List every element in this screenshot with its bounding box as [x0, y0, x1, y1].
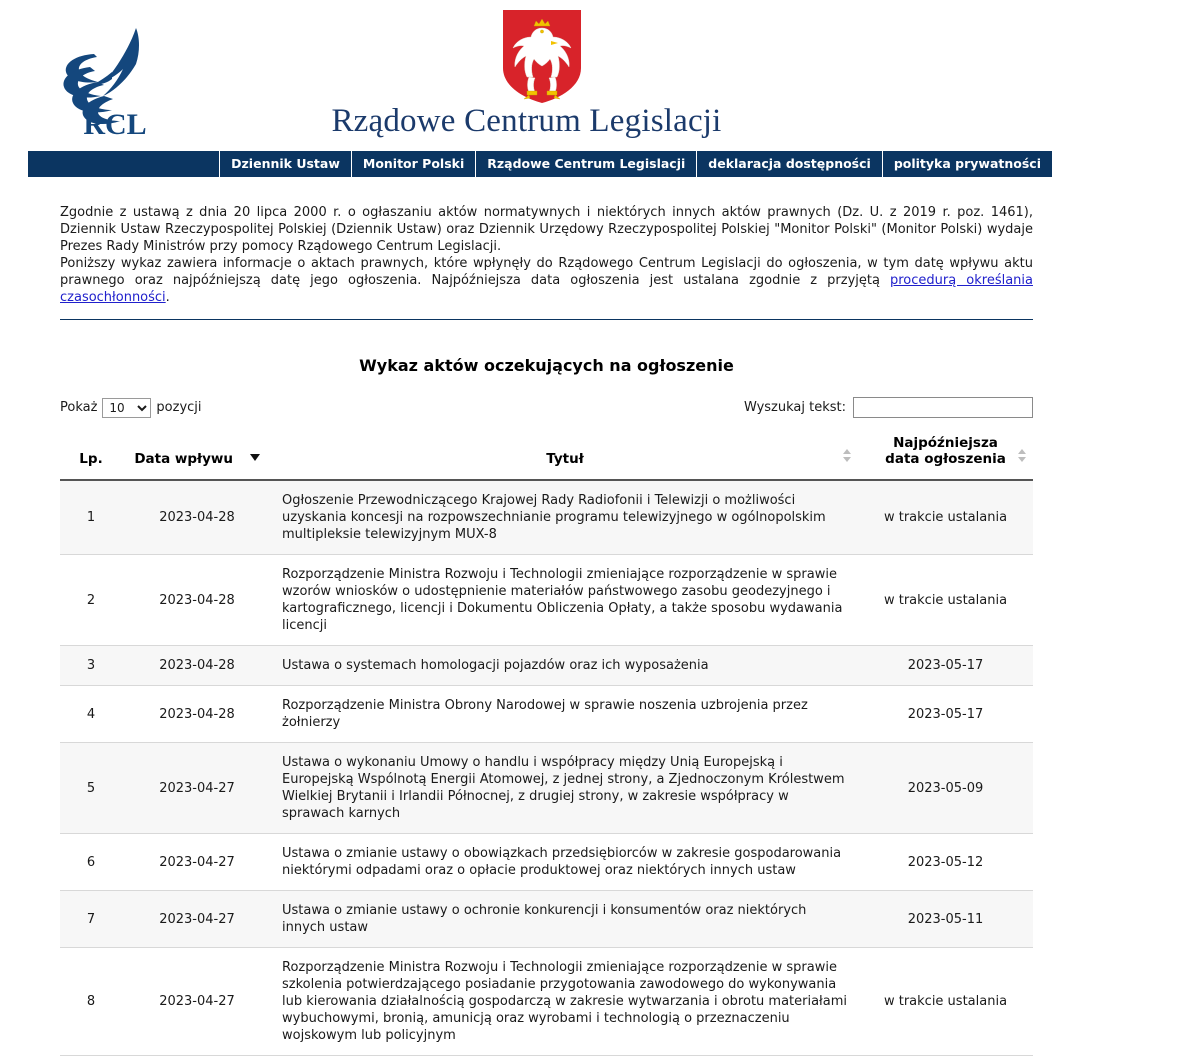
section-divider: [60, 319, 1033, 320]
cell-lp: 3: [60, 646, 122, 686]
table-row[interactable]: [60, 743, 1033, 834]
rcl-logo-text: RCL: [83, 108, 147, 137]
cell-data-wplywu: 2023-04-28: [122, 646, 272, 686]
cell-lp: 8: [60, 948, 122, 1056]
column-header-tytul[interactable]: [272, 425, 858, 480]
sort-up-arrow-icon: [1018, 449, 1026, 454]
cell-tytul: Rozporządzenie Ministra Rozwoju i Technologii zmieniające rozporządzenie w sprawie szkolenia potwierdzającego posiadanie przygotowania zawodowego do wykonywania lub kierowania działalnością gospodarczą w zakresie wytwarzania i obrotu materiałami wybuchowymi, bronią, amunicją oraz wyrobami i technologią o przeznaczeniu wojskowym lub policyjnym: [272, 948, 858, 1056]
nav-item-monitor-polski[interactable]: Monitor Polski: [351, 151, 475, 177]
table-row[interactable]: [60, 686, 1033, 743]
table-header-row: [60, 425, 1033, 480]
cell-tytul: Ustawa o systemach homologacji pojazdów oraz ich wyposażenia: [272, 646, 858, 686]
nav-spacer: [28, 151, 219, 177]
search-label: Wyszukaj tekst:: [743, 400, 846, 415]
cell-lp: 5: [60, 743, 122, 834]
page-length-prefix-label: Pokaż: [60, 400, 98, 415]
column-header-data-wplywu[interactable]: [122, 425, 272, 480]
acts-table-head: [60, 425, 1033, 480]
page-length-suffix-label: pozycji: [156, 400, 202, 415]
sort-up-arrow-icon: [843, 449, 851, 454]
page-content: [0, 177, 1183, 1056]
nav-item-dziennik-ustaw[interactable]: Dziennik Ustaw: [219, 151, 351, 177]
search-control: [744, 397, 1033, 418]
column-header-data-wplywu-label: Data wpływu: [134, 451, 233, 467]
intro-paragraph-2-text: Poniższy wykaz zawiera informacje o aktach prawnych, które wpłynęły do Rządowego Centrum Legislacji do ogłoszenia, w tym datę wpływu aktu prawnego oraz najpóźniejszą datę jego ogłoszenia. Najpóźniejsza data ogłoszenia jest ustalana zgodnie z przyjętą: [60, 256, 1033, 288]
intro-paragraph-2-tail: .: [165, 290, 170, 305]
column-header-lp[interactable]: [60, 425, 122, 480]
cell-data-ogloszenia: 2023-05-12: [858, 834, 1033, 891]
column-header-lp-label: Lp.: [79, 451, 103, 467]
cell-lp: 6: [60, 834, 122, 891]
table-row[interactable]: [60, 646, 1033, 686]
search-input[interactable]: [853, 397, 1033, 418]
cell-tytul: Ogłoszenie Przewodniczącego Krajowej Rady Radiofonii i Telewizji o możliwości uzyskania koncesji na rozpowszechnianie programu telewizyjnego w ogólnopolskim multipleksie telewizyjnym MUX-8: [272, 480, 858, 555]
sort-both-icon: [843, 449, 852, 465]
nav-item-polityka-prywatnosci[interactable]: polityka prywatności: [882, 151, 1053, 177]
nav-item-rzadowe-centrum-legislacji[interactable]: Rządowe Centrum Legislacji: [475, 151, 696, 177]
cell-tytul: Rozporządzenie Ministra Obrony Narodowej w sprawie noszenia uzbrojenia przez żołnierzy: [272, 686, 858, 743]
cell-data-ogloszenia: 2023-05-11: [858, 891, 1033, 948]
main-navigation: [28, 151, 1053, 177]
cell-data-ogloszenia: 2023-05-09: [858, 743, 1033, 834]
table-row[interactable]: [60, 480, 1033, 555]
sort-both-icon: [1018, 449, 1027, 465]
acts-table: [60, 425, 1033, 1056]
page-header: [0, 0, 1183, 150]
page-title: Rządowe Centrum Legislacji: [331, 103, 722, 139]
cell-lp: 2: [60, 555, 122, 646]
sort-down-arrow-icon: [843, 457, 851, 462]
page-length-control: [60, 398, 202, 418]
table-row[interactable]: [60, 948, 1033, 1056]
column-header-data-ogloszenia[interactable]: [858, 425, 1033, 480]
cell-lp: 4: [60, 686, 122, 743]
cell-data-ogloszenia: 2023-05-17: [858, 646, 1033, 686]
cell-data-wplywu: 2023-04-28: [122, 480, 272, 555]
column-header-data-ogloszenia-line2: data ogłoszenia: [885, 451, 1006, 467]
polish-coat-of-arms: [499, 8, 585, 104]
cell-data-wplywu: 2023-04-28: [122, 686, 272, 743]
intro-paragraph-1: Zgodnie z ustawą z dnia 20 lipca 2000 r. o ogłaszaniu aktów normatywnych i niektórych innych aktów prawnych (Dz. U. z 2019 r. poz. 1461), Dziennik Ustaw Rzeczypospolitej Polskiej (Dziennik Ustaw) oraz Dziennik Urzędowy Rzeczypospolitej Polskiej "Monitor Polski" (Monitor Polski) wydaje Prezes Rady Ministrów przy pomocy Rządowego Centrum Legislacji.: [60, 205, 1033, 254]
intro-text-block: [60, 204, 1033, 306]
cell-tytul: Rozporządzenie Ministra Rozwoju i Technologii zmieniające rozporządzenie w sprawie wzorów wniosków o udostępnienie materiałów państwowego zasobu geodezyjnego i kartograficznego, licencji i Dokumentu Obliczenia Opłaty, a także sposobu wydawania licencji: [272, 555, 858, 646]
intro-paragraph-2: [60, 255, 1033, 306]
nav-item-deklaracja-dostepnosci[interactable]: deklaracja dostępności: [696, 151, 882, 177]
sort-down-arrow-icon: [1018, 457, 1026, 462]
table-controls: [60, 397, 1033, 425]
cell-data-wplywu: 2023-04-27: [122, 743, 272, 834]
column-header-data-ogloszenia-line1: Najpóźniejsza: [893, 435, 998, 451]
table-row[interactable]: [60, 891, 1033, 948]
acts-table-container: [60, 397, 1033, 1056]
acts-table-body: [60, 480, 1033, 1056]
cell-data-wplywu: 2023-04-27: [122, 834, 272, 891]
table-row[interactable]: [60, 555, 1033, 646]
cell-tytul: Ustawa o zmianie ustawy o obowiązkach przedsiębiorców w zakresie gospodarowania niektórymi odpadami oraz o opłacie produktowej oraz niektórych innych ustaw: [272, 834, 858, 891]
cell-tytul: Ustawa o wykonaniu Umowy o handlu i współpracy między Unią Europejską i Europejską Wspólnotą Energii Atomowej, z jednej strony, a Zjednoczonym Królestwem Wielkiej Brytanii i Irlandii Północnej, z drugiej strony, w zakresie współpracy w sprawach karnych: [272, 743, 858, 834]
page-length-select[interactable]: [102, 398, 151, 418]
cell-data-wplywu: 2023-04-28: [122, 555, 272, 646]
cell-data-ogloszenia: w trakcie ustalania: [858, 948, 1033, 1056]
sort-descending-icon: [250, 454, 260, 461]
procedure-link[interactable]: procedurą określania czasochłonności: [60, 273, 1033, 305]
cell-data-ogloszenia: w trakcie ustalania: [858, 555, 1033, 646]
cell-data-wplywu: 2023-04-27: [122, 891, 272, 948]
cell-tytul: Ustawa o zmianie ustawy o ochronie konkurencji i konsumentów oraz niektórych innych ustaw: [272, 891, 858, 948]
cell-data-ogloszenia: w trakcie ustalania: [858, 480, 1033, 555]
list-heading: Wykaz aktów oczekujących na ogłoszenie: [359, 356, 734, 375]
cell-lp: 7: [60, 891, 122, 948]
cell-data-wplywu: 2023-04-27: [122, 948, 272, 1056]
column-header-tytul-label: Tytuł: [546, 451, 584, 467]
cell-data-ogloszenia: 2023-05-17: [858, 686, 1033, 743]
cell-lp: 1: [60, 480, 122, 555]
table-row[interactable]: [60, 834, 1033, 891]
